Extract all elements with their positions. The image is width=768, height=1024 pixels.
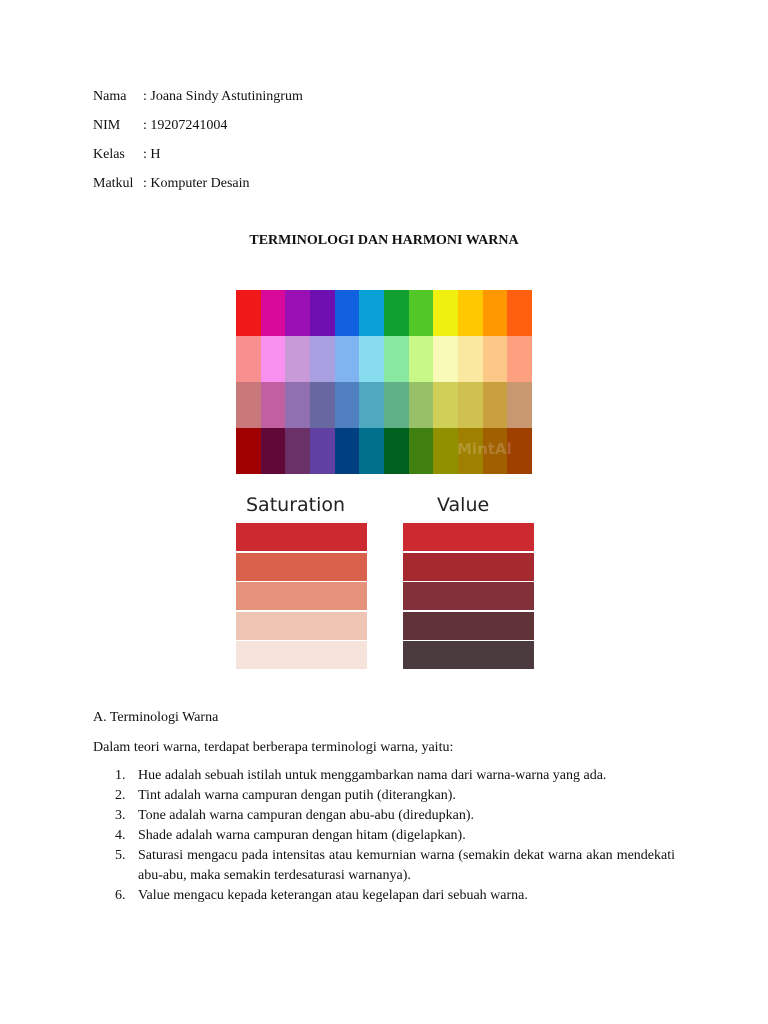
info-label: Kelas <box>93 147 125 162</box>
info-label: Nama <box>93 89 127 104</box>
info-label: NIM <box>93 118 121 133</box>
color-swatch <box>433 382 458 428</box>
section-heading: A. Terminologi Warna <box>93 710 219 725</box>
color-swatch <box>359 382 384 428</box>
color-swatch <box>507 290 532 336</box>
color-swatch <box>507 336 532 382</box>
color-swatch <box>403 553 534 581</box>
color-swatch <box>310 382 335 428</box>
color-swatch <box>458 382 483 428</box>
info-row-nim <box>93 117 303 146</box>
list-item: 3. Tone adalah warna campuran dengan abu-abu (diredupkan). <box>115 808 475 823</box>
color-swatch <box>483 382 508 428</box>
color-swatch <box>335 382 360 428</box>
color-swatch <box>409 290 434 336</box>
color-swatch <box>483 336 508 382</box>
color-swatch <box>433 336 458 382</box>
color-swatch <box>310 336 335 382</box>
color-swatch <box>458 336 483 382</box>
info-label: Matkul <box>93 176 134 191</box>
color-swatch <box>403 523 534 551</box>
list-item: 5. Saturasi mengacu pada intensitas atau kemurnian warna (semakin dekat warna akan mendekati abu-abu, maka semakin terdesaturasi warnanya). <box>115 848 675 883</box>
section-intro: Dalam teori warna, terdapat berberapa terminologi warna, yaitu: <box>93 740 454 755</box>
value-swatches <box>403 523 534 671</box>
watermark: MintAl <box>457 440 512 458</box>
color-swatch <box>359 336 384 382</box>
color-swatch <box>403 612 534 640</box>
info-value: : Komputer Desain <box>143 176 250 191</box>
color-swatch <box>409 428 434 474</box>
color-swatch <box>335 336 360 382</box>
info-row-nama <box>93 88 303 117</box>
color-swatch <box>359 290 384 336</box>
color-swatch <box>433 290 458 336</box>
document-title: TERMINOLOGI DAN HARMONI WARNA <box>249 233 519 248</box>
terminology-list <box>93 766 675 906</box>
color-swatch <box>236 553 367 581</box>
value-heading: Value <box>437 494 490 516</box>
color-swatch <box>409 382 434 428</box>
color-swatch <box>236 641 367 669</box>
list-item: 4. Shade adalah warna campuran dengan hitam (digelapkan). <box>115 828 466 843</box>
color-swatch <box>236 612 367 640</box>
color-swatch <box>384 382 409 428</box>
color-swatch <box>409 336 434 382</box>
color-swatch <box>384 336 409 382</box>
color-swatch <box>403 582 534 610</box>
color-swatch <box>335 290 360 336</box>
shades-label: Shades (+black) <box>104 433 192 467</box>
tints-label: Tints (+white) <box>118 340 178 374</box>
color-swatch <box>507 382 532 428</box>
color-swatch <box>384 428 409 474</box>
list-item: 6. Value mengacu kepada keterangan atau kegelapan dari sebuah warna. <box>115 888 528 903</box>
color-swatch <box>384 290 409 336</box>
student-info <box>93 88 303 204</box>
info-row-matkul <box>93 175 303 204</box>
info-value: : H <box>143 147 161 162</box>
color-swatch <box>236 582 367 610</box>
list-item: 1. Hue adalah sebuah istilah untuk menggambarkan nama dari warna-warna yang ada. <box>115 768 607 783</box>
color-swatch <box>458 290 483 336</box>
color-swatch <box>236 523 367 551</box>
info-row-kelas <box>93 146 303 175</box>
color-swatch <box>359 428 384 474</box>
color-swatch <box>310 290 335 336</box>
color-swatch <box>403 641 534 669</box>
color-swatch <box>433 428 458 474</box>
color-swatch <box>310 428 335 474</box>
hues-label: Hues <box>118 298 178 322</box>
color-swatch <box>483 290 508 336</box>
list-item: 2. Tint adalah warna campuran dengan putih (diterangkan). <box>115 788 456 803</box>
saturation-heading: Saturation <box>246 494 346 516</box>
info-value: : Joana Sindy Astutiningrum <box>143 89 303 104</box>
info-value: : 19207241004 <box>143 118 228 133</box>
color-swatch <box>335 428 360 474</box>
saturation-swatches <box>236 523 367 671</box>
tones-label: Tones (+gray) <box>114 386 182 420</box>
